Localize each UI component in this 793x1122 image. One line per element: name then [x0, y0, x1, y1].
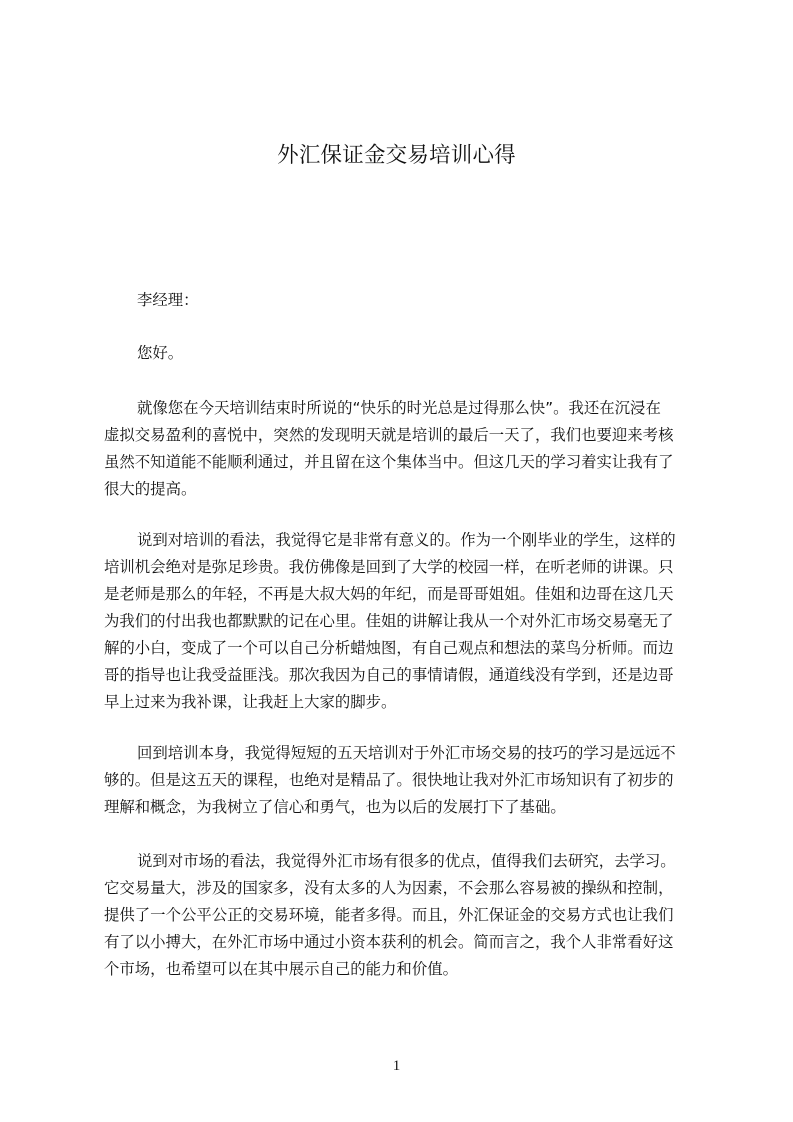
salutation: 李经理：: [137, 291, 199, 309]
paragraph-2-line-1: 说到对培训的看法，我觉得它是非常有意义的。作为一个刚毕业的学生，这样的: [137, 531, 676, 549]
paragraph-2-line-5: 解的小白，变成了一个可以自己分析蜡烛图，有自己观点和想法的菜鸟分析师。而边: [104, 639, 674, 657]
paragraph-1-line-2: 虚拟交易盈利的喜悦中，突然的发现明天就是培训的最后一天了，我们也要迎来考核: [104, 426, 674, 444]
paragraph-2-line-6: 哥的指导也让我受益匪浅。那次我因为自己的事情请假，通道线没有学到，还是边哥: [104, 666, 674, 684]
paragraph-4-line-3: 提供了一个公平公正的交易环境，能者多得。而且，外汇保证金的交易方式也让我们: [104, 906, 674, 924]
paragraph-3-line-3: 理解和概念，为我树立了信心和勇气，也为以后的发展打下了基础。: [104, 798, 566, 816]
page-number: 1: [392, 1058, 401, 1074]
paragraph-1-line-1: 就像您在今天培训结束时所说的“快乐的时光总是过得那么快”。我还在沉浸在: [137, 399, 661, 417]
paragraph-3-line-2: 够的。但是这五天的课程，也绝对是精品了。很快地让我对外汇市场知识有了初步的: [104, 771, 674, 789]
paragraph-4-line-1: 说到对市场的看法，我觉得外汇市场有很多的优点，值得我们去研究，去学习。: [137, 852, 676, 870]
paragraph-2-line-7: 早上过来为我补课，让我赶上大家的脚步。: [104, 693, 397, 711]
paragraph-4-line-2: 它交易量大，涉及的国家多，没有太多的人为因素，不会那么容易被的操纵和控制，: [104, 879, 674, 897]
paragraph-2-line-4: 为我们的付出我也都默默的记在心里。佳姐的讲解让我从一个对外汇市场交易毫无了: [104, 612, 674, 630]
paragraph-1-line-4: 很大的提高。: [104, 480, 197, 498]
paragraph-2-line-3: 是老师是那么的年轻，不再是大叔大妈的年纪，而是哥哥姐姐。佳姐和边哥在这几天: [104, 585, 674, 603]
paragraph-1-line-3: 虽然不知道能不能顺利通过，并且留在这个集体当中。但这几天的学习着实让我有了: [104, 453, 674, 471]
paragraph-3-line-1: 回到培训本身，我觉得短短的五天培训对于外汇市场交易的技巧的学习是远远不: [137, 744, 676, 762]
document-title: 外汇保证金交易培训心得: [277, 143, 516, 168]
greeting: 您好。: [137, 344, 184, 362]
paragraph-4-line-5: 个市场，也希望可以在其中展示自己的能力和价值。: [104, 960, 458, 978]
paragraph-2-line-2: 培训机会绝对是弥足珍贵。我仿佛像是回到了大学的校园一样，在听老师的讲课。只: [104, 558, 674, 576]
paragraph-4-line-4: 有了以小搏大，在外汇市场中通过小资本获利的机会。简而言之，我个人非常看好这: [104, 933, 674, 951]
